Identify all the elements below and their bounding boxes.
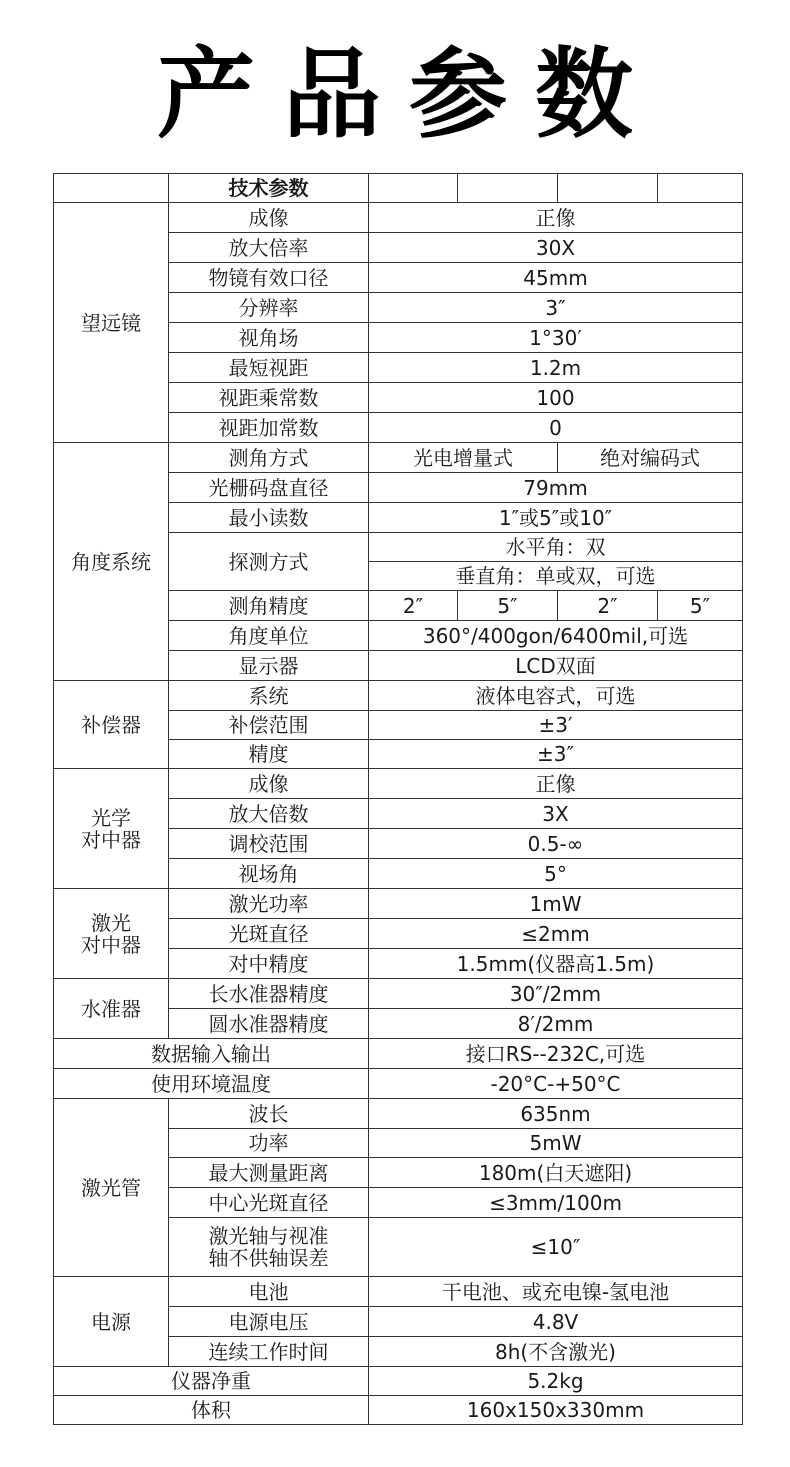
header-blank-cell <box>558 174 658 203</box>
group-label: 补偿器 <box>54 681 169 769</box>
group-label <box>54 769 169 889</box>
table-row <box>54 1367 743 1396</box>
param-name: 电源电压 <box>169 1307 369 1337</box>
param-value: 0.5-∞ <box>369 829 743 859</box>
param-value: 45mm <box>369 263 743 293</box>
param-name: 探测方式 <box>169 533 369 591</box>
param-value: 1°30′ <box>369 323 743 353</box>
param-value: 5″ <box>658 591 743 621</box>
param-name: 圆水准器精度 <box>169 1009 369 1039</box>
group-label: 电源 <box>54 1277 169 1367</box>
param-value: 8′/2mm <box>369 1009 743 1039</box>
param-name: 视距乘常数 <box>169 383 369 413</box>
group-label-line: 对中器 <box>81 827 141 852</box>
table-row <box>54 1396 743 1425</box>
param-name: 精度 <box>169 740 369 769</box>
param-value: ≤10″ <box>369 1218 743 1277</box>
param-value: 正像 <box>369 769 743 799</box>
param-name: 中心光斑直径 <box>169 1188 369 1218</box>
param-value: 5.2kg <box>369 1367 743 1396</box>
param-name: 补偿范围 <box>169 711 369 740</box>
spec-table <box>53 173 743 1425</box>
param-value: 30″/2mm <box>369 979 743 1009</box>
table-row <box>54 1277 743 1307</box>
param-value: 1.2m <box>369 353 743 383</box>
param-name: 光栅码盘直径 <box>169 473 369 503</box>
param-value: 30X <box>369 233 743 263</box>
param-name: 光斑直径 <box>169 919 369 949</box>
table-row <box>54 443 743 473</box>
param-name: 视距加常数 <box>169 413 369 443</box>
param-value: ±3′ <box>369 711 743 740</box>
param-name: 功率 <box>169 1129 369 1158</box>
table-header-row <box>54 174 743 203</box>
param-value: 正像 <box>369 203 743 233</box>
param-name: 物镜有效口径 <box>169 263 369 293</box>
param-name: 长水准器精度 <box>169 979 369 1009</box>
param-value: 1″或5″或10″ <box>369 503 743 533</box>
header-blank-cell <box>369 174 458 203</box>
param-value: ≤2mm <box>369 919 743 949</box>
param-name: 放大倍数 <box>169 799 369 829</box>
param-name: 最大测量距离 <box>169 1158 369 1188</box>
table-row <box>54 203 743 233</box>
group-label-line: 光学 <box>91 805 131 830</box>
param-name: 使用环境温度 <box>54 1069 369 1099</box>
param-name: 调校范围 <box>169 829 369 859</box>
param-name: 激光功率 <box>169 889 369 919</box>
param-value: 100 <box>369 383 743 413</box>
param-name-line: 轴不供轴误差 <box>208 1246 329 1270</box>
param-name: 测角方式 <box>169 443 369 473</box>
param-name: 系统 <box>169 681 369 711</box>
param-name: 成像 <box>169 769 369 799</box>
param-name: 分辨率 <box>169 293 369 323</box>
param-name: 角度单位 <box>169 621 369 651</box>
group-label-line: 对中器 <box>81 932 141 957</box>
table-row <box>54 889 743 919</box>
param-value: 160x150x330mm <box>369 1396 743 1425</box>
param-name: 视场角 <box>169 859 369 889</box>
param-value: -20°C-+50°C <box>369 1069 743 1099</box>
param-value: 5° <box>369 859 743 889</box>
param-value: 79mm <box>369 473 743 503</box>
param-value: ±3″ <box>369 740 743 769</box>
param-value: 1.5mm(仪器高1.5m) <box>369 949 743 979</box>
group-label-line: 激光 <box>91 910 131 935</box>
param-value: 干电池、或充电镍-氢电池 <box>369 1277 743 1307</box>
table-row <box>54 1099 743 1129</box>
param-value: 接口RS--232C,可选 <box>369 1039 743 1069</box>
param-value: 360°/400gon/6400mil,可选 <box>369 621 743 651</box>
param-value: 光电增量式 <box>369 443 558 473</box>
param-name: 波长 <box>169 1099 369 1129</box>
param-value: 0 <box>369 413 743 443</box>
param-value: 635nm <box>369 1099 743 1129</box>
param-value: 2″ <box>558 591 658 621</box>
param-value: 4.8V <box>369 1307 743 1337</box>
param-name: 对中精度 <box>169 949 369 979</box>
param-value: ≤3mm/100m <box>369 1188 743 1218</box>
param-name: 最短视距 <box>169 353 369 383</box>
param-name: 仪器净重 <box>54 1367 369 1396</box>
header-blank-cell <box>54 174 169 203</box>
param-value: 垂直角：单或双，可选 <box>369 562 743 591</box>
param-name: 测角精度 <box>169 591 369 621</box>
param-name: 电池 <box>169 1277 369 1307</box>
header-blank-cell <box>658 174 743 203</box>
header-cell: 技术参数 <box>169 174 369 203</box>
param-value: 2″ <box>369 591 458 621</box>
group-label: 望远镜 <box>54 203 169 443</box>
param-name: 显示器 <box>169 651 369 681</box>
group-label: 激光管 <box>54 1099 169 1277</box>
param-value: LCD双面 <box>369 651 743 681</box>
param-value: 3″ <box>369 293 743 323</box>
page-title: 产品参数 <box>156 38 661 152</box>
param-name-line: 激光轴与视准 <box>208 1224 329 1248</box>
param-value: 3X <box>369 799 743 829</box>
param-name: 成像 <box>169 203 369 233</box>
group-label: 角度系统 <box>54 443 169 681</box>
group-label <box>54 889 169 979</box>
param-value: 液体电容式，可选 <box>369 681 743 711</box>
param-name: 体积 <box>54 1396 369 1425</box>
table-row <box>54 1069 743 1099</box>
param-value: 8h(不含激光) <box>369 1337 743 1367</box>
table-row <box>54 979 743 1009</box>
header-blank-cell <box>458 174 558 203</box>
param-value: 绝对编码式 <box>558 443 743 473</box>
param-name: 视角场 <box>169 323 369 353</box>
param-name: 数据输入输出 <box>54 1039 369 1069</box>
param-name: 最小读数 <box>169 503 369 533</box>
param-name <box>169 1218 369 1277</box>
param-value: 5″ <box>458 591 558 621</box>
param-value: 水平角：双 <box>369 533 743 562</box>
param-value: 5mW <box>369 1129 743 1158</box>
param-value: 180m(白天遮阳) <box>369 1158 743 1188</box>
group-label: 水准器 <box>54 979 169 1039</box>
table-row <box>54 681 743 711</box>
param-value: 1mW <box>369 889 743 919</box>
table-row <box>54 769 743 799</box>
param-name: 连续工作时间 <box>169 1337 369 1367</box>
param-name: 放大倍率 <box>169 233 369 263</box>
table-row <box>54 1039 743 1069</box>
